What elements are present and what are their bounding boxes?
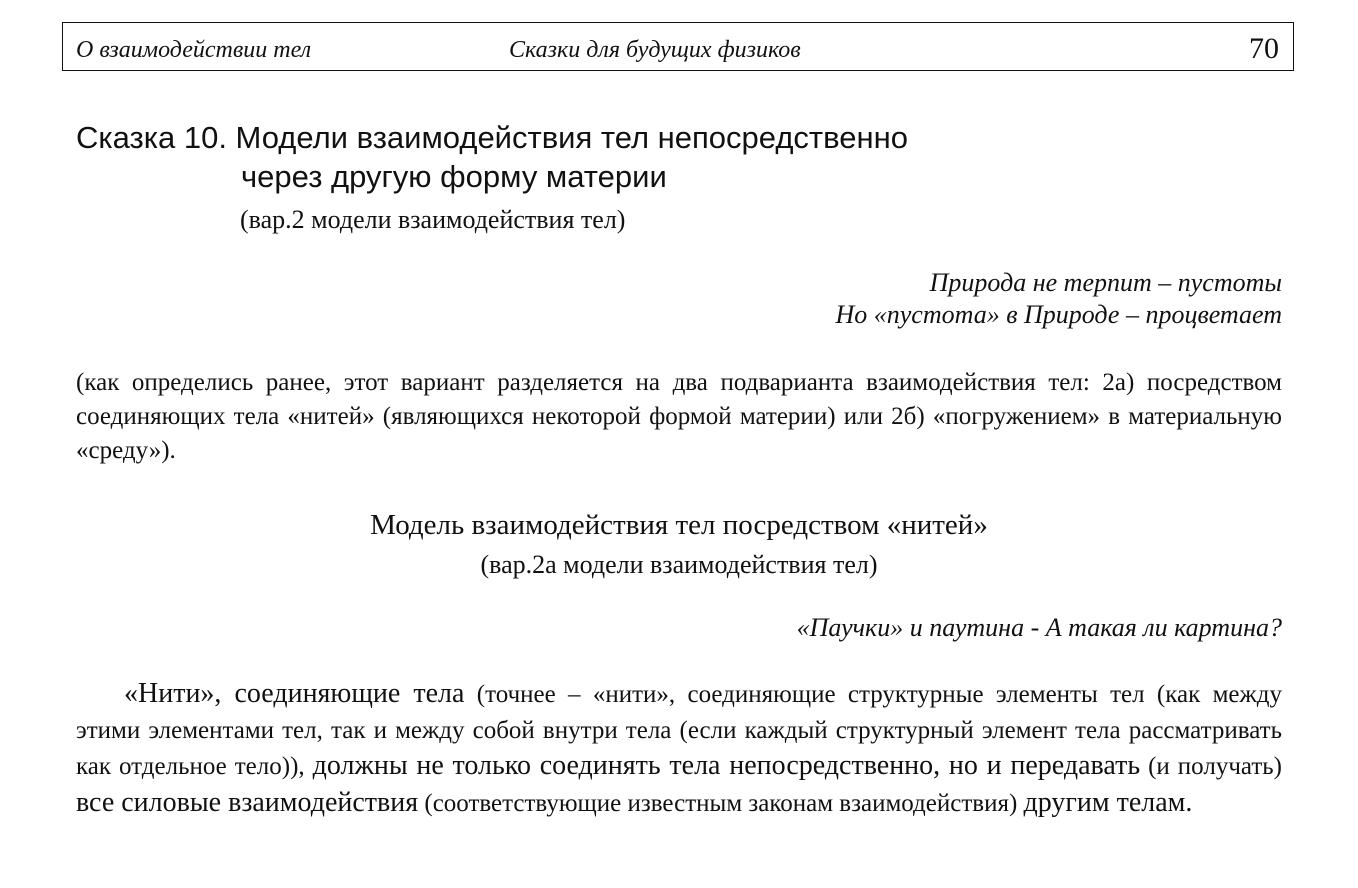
chapter-title bbox=[76, 118, 908, 196]
intro-paragraph: (как определись ранее, этот вариант разделяется на два подварианта взаимодействия тел: 2а) посредством соединяющих тела «нитей» (являющихся некоторой формой материи) или 2б) «погружением» в материальную «среду»). bbox=[76, 369, 1282, 464]
body-text-emphasis-2: должны не только соединять тела непосредственно, но и передавать bbox=[312, 750, 1141, 781]
running-header-book-part: О взаимодействии тел bbox=[76, 37, 312, 63]
body-text-emphasis-4: другим телам. bbox=[1023, 786, 1193, 818]
section-epigraph bbox=[797, 612, 1282, 644]
body-text-3: (соответствующие известным законам взаимодействия) bbox=[418, 789, 1024, 817]
body-text-emphasis-1: «Нити», соединяющие тела bbox=[124, 678, 465, 709]
section-title: Модель взаимодействия тел посредством «нитей» bbox=[370, 509, 988, 541]
chapter-subtitle: (вар.2 модели взаимодействия тел) bbox=[240, 205, 626, 234]
chapter-title-line-2: через другую форму материи bbox=[241, 159, 667, 194]
chapter-title-line-1: Сказка 10. Модели взаимодействия тел непосредственно bbox=[76, 120, 908, 155]
running-header-book-title: Сказки для будущих физиков bbox=[509, 37, 801, 63]
running-header bbox=[62, 22, 1294, 71]
page-number: 70 bbox=[1249, 32, 1279, 65]
body-text-2: (и получать) bbox=[1140, 753, 1282, 780]
body-paragraph bbox=[76, 676, 1282, 821]
section-epigraph-line-1: «Паучки» и паутина - А такая ли картина? bbox=[796, 613, 1282, 642]
epigraph bbox=[835, 267, 1282, 331]
body-text-emphasis-3: все силовые взаимодействия bbox=[76, 786, 419, 818]
epigraph-line-2: Но «пустота» в Природе – процветает bbox=[835, 300, 1282, 329]
epigraph-line-1: Природа не терпит – пустоты bbox=[929, 268, 1282, 297]
section-subtitle: (вар.2а модели взаимодействия тел) bbox=[480, 550, 878, 579]
body-text-1: (точнее – «нити», соединяющие структурные элементы тел (как между этими элементами тел, так и между собой внутри тела (если каждый структурный элемент тела рассматривать как отдельное тело)), bbox=[76, 681, 1282, 780]
